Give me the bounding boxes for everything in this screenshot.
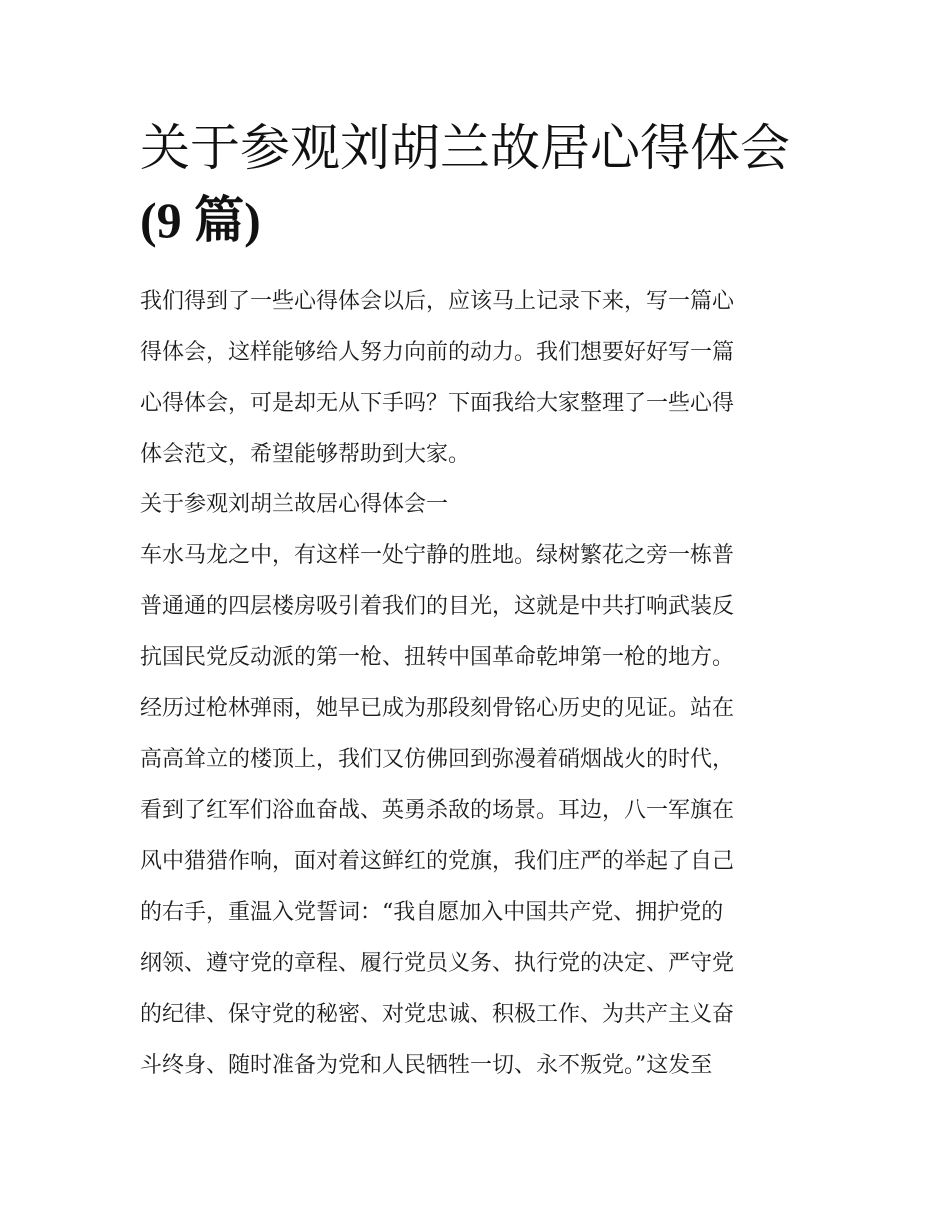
section-heading (140, 479, 812, 530)
section-line: 普通通的四层楼房吸引着我们的目光，这就是中共打响武装反 (140, 594, 735, 619)
section-line: 斗终身、随时准备为党和人民牺牲一切、永不叛党。”这发至 (140, 1053, 713, 1078)
intro-line: 体会范文，希望能够帮助到大家。 (140, 442, 471, 467)
section-paragraph (140, 530, 812, 1091)
intro-line: 心得体会，可是却无从下手吗？下面我给大家整理了一些心得 (140, 391, 735, 416)
section-line: 高高耸立的楼顶上，我们又仿佛回到弥漫着硝烟战火的时代， (140, 747, 735, 772)
section-heading-text: 关于参观刘胡兰故居心得体会一 (140, 492, 449, 517)
section-line: 抗国民党反动派的第一枪、扭转中国革命乾坤第一枪的地方。 (140, 645, 735, 670)
section-line: 风中猎猎作响，面对着这鲜红的党旗，我们庄严的举起了自己 (140, 849, 735, 874)
section-line: 经历过枪林弹雨，她早已成为那段刻骨铭心历史的见证。站在 (140, 696, 735, 721)
title-line-1: 关于参观刘胡兰故居心得体会 (140, 119, 790, 177)
section-line: 车水马龙之中，有这样一处宁静的胜地。绿树繁花之旁一栋普 (140, 543, 735, 568)
intro-line: 我们得到了一些心得体会以后，应该马上记录下来，写一篇心 (140, 289, 735, 314)
title-line-2: (9 篇) (140, 192, 261, 248)
section-line: 纲领、遵守党的章程、履行党员义务、执行党的决定、严守党 (140, 951, 735, 976)
section-line: 的纪律、保守党的秘密、对党忠诚、积极工作、为共产主义奋 (140, 1002, 735, 1027)
section-line: 的右手，重温入党誓词：“我自愿加入中国共产党、拥护党的 (140, 900, 724, 925)
section-line: 看到了红军们浴血奋战、英勇杀敌的场景。耳边，八一军旗在 (140, 798, 735, 823)
document-title (140, 112, 812, 256)
intro-line: 得体会，这样能够给人努力向前的动力。我们想要好好写一篇 (140, 340, 735, 365)
intro-paragraph (140, 276, 812, 480)
